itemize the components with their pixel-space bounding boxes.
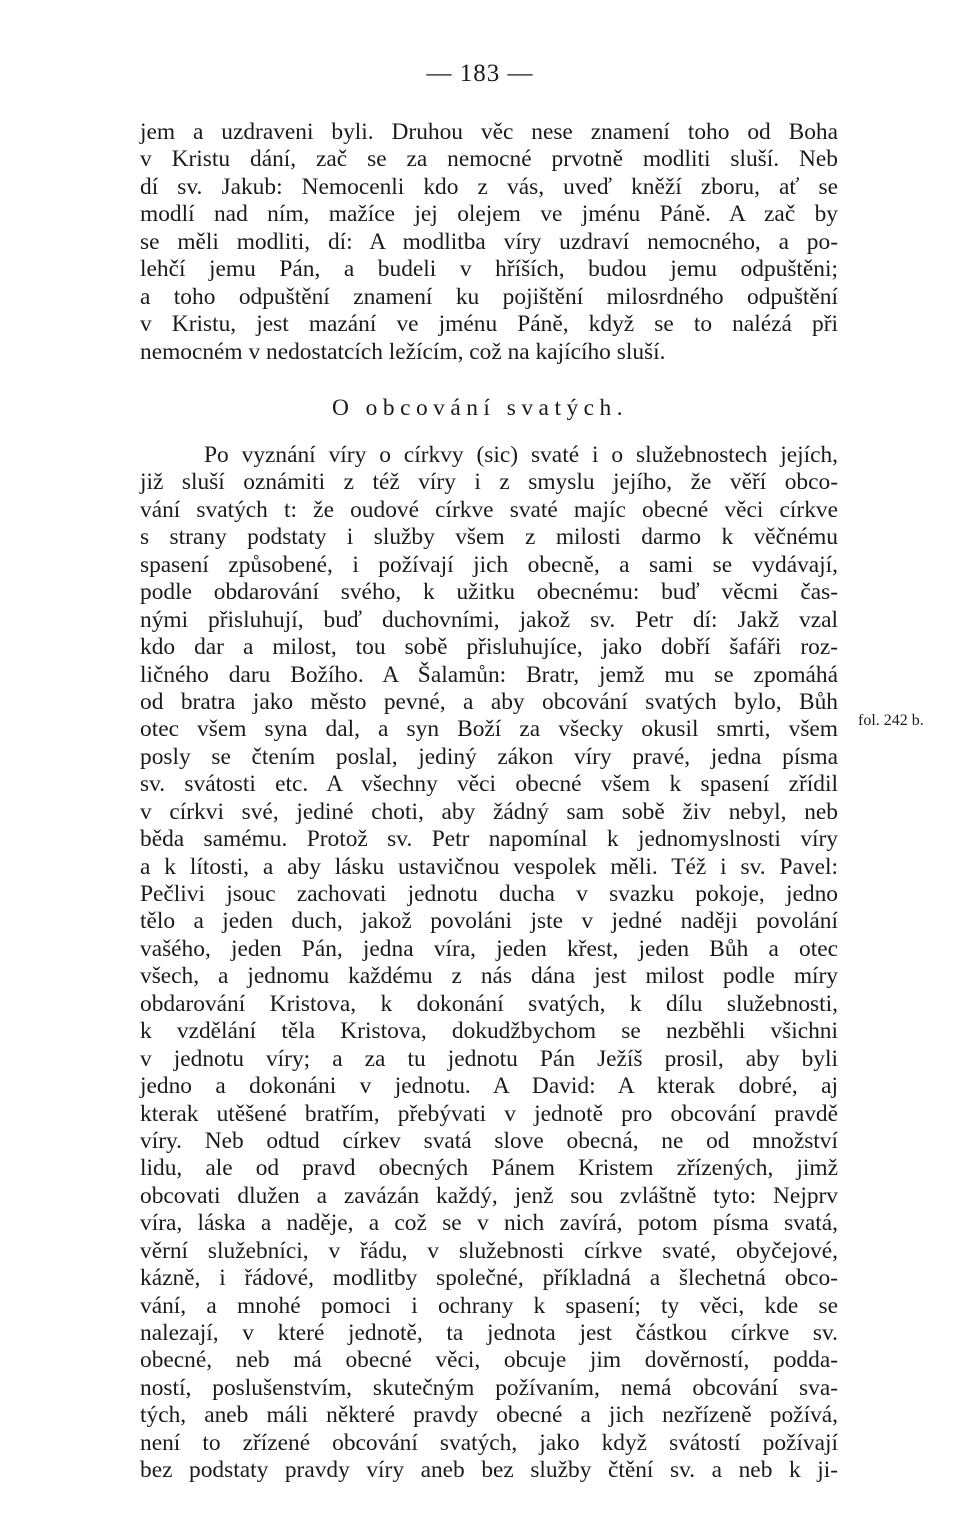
- text-line: modlí nad ním, mažíce jej olejem ve jménu Páně. A zač by: [140, 201, 838, 228]
- text-line: obcovati dlužen a zavázán každý, jenž sou zvláštně tyto: Nejprv: [140, 1182, 838, 1209]
- text-line: k vzdělání těla Kristova, dokudžbychom se nezběhli všichni: [140, 1018, 838, 1045]
- text-line: vání svatých t: že oudové církve svaté majíc obecné věci církve: [140, 496, 838, 523]
- text-line: kázně, i řádové, modlitby společné, příkladná a šlechetná obco-: [140, 1265, 838, 1292]
- text-line: v jednotu víry; a za tu jednotu Pán Ježíš prosil, aby byli: [140, 1045, 838, 1072]
- page-number: — 183 —: [426, 60, 534, 87]
- text-line: vašého, jeden Pán, jedna víra, jeden křest, jeden Bůh a otec: [140, 935, 838, 962]
- text-line: všech, a jednomu každému z nás dána jest milost podle míry: [140, 963, 838, 990]
- text-line: podle obdarování svého, k užitku obecnému: buď věcmi čas-: [140, 579, 838, 606]
- section-heading: O obcování svatých.: [331, 395, 629, 421]
- text-line: tých, aneb máli některé pravdy obecné a jich nezřízeně požívá,: [140, 1402, 838, 1429]
- text-line: obdarování Kristova, k dokonání svatých, k dílu služebnosti,: [140, 990, 838, 1017]
- text-line: ností, poslušenstvím, skutečným požívaním, nemá obcování sva-: [140, 1374, 838, 1401]
- text-line: bez podstaty pravdy víry aneb bez služby čtění sv. a neb k ji-: [140, 1457, 838, 1484]
- text-line: otec všem syna dal, a syn Boží za všecky okusil smrti, všem: [140, 716, 838, 743]
- text-line: již sluší oznámiti z též víry i z smyslu jejího, že věří obco-: [140, 469, 838, 496]
- text-line: věrní služebníci, v řádu, v služebnosti církve svaté, obyčejové,: [140, 1237, 838, 1264]
- text-line: víra, láska a naděje, a což se v nich zavírá, potom písma svatá,: [140, 1210, 838, 1237]
- text-line: lidu, ale od pravd obecných Pánem Kristem zřízených, jimž: [140, 1155, 838, 1182]
- text-line: od bratra jako město pevné, a aby obcování svatých bylo, Bůh: [140, 688, 838, 715]
- text-line: tělo a jeden duch, jakož povoláni jste v jedné naději povolání: [140, 908, 838, 935]
- text-line: nemocném v nedostatcích ležícím, což na kajícího sluší.: [140, 338, 666, 365]
- text-line: kdo dar a milost, tou sobě přisluhujíce, jako dobří šafáři roz-: [140, 634, 838, 661]
- text-line: obecné, neb má obecné věci, obcuje jim dověrností, podda-: [140, 1347, 838, 1374]
- text-line: dí sv. Jakub: Nemocenli kdo z vás, uveď kněží zboru, ať se: [140, 173, 838, 200]
- text-line: Po vyznání víry o církvy (sic) svaté i o služebnostech jejích,: [204, 442, 838, 468]
- text-line: vání, a mnohé pomoci i ochrany k spasení; ty věci, kde se: [140, 1292, 838, 1319]
- text-line: jedno a dokonáni v jednotu. A David: A kterak dobré, aj: [140, 1073, 838, 1100]
- text-line: v Kristu, jest mazání ve jménu Páně, když se to nalézá při: [140, 311, 838, 338]
- paragraph-sacrament: [140, 119, 838, 366]
- text-line: kterak utěšené bratřím, přebývati v jednotě pro obcování pravdě: [140, 1100, 838, 1127]
- text-line: ličného daru Božího. A Šalamůn: Bratr, jemž mu se zpomáhá: [140, 661, 838, 688]
- text-line: se měli modliti, dí: A modlitba víry uzdraví nemocného, a po-: [140, 228, 838, 255]
- paragraph-communion-of-saints: [140, 442, 838, 1485]
- text-line: v Kristu dání, zač se za nemocné prvotně modliti sluší. Neb: [140, 146, 838, 173]
- text-line: s strany podstaty i služby všem z milosti darmo k věčnému: [140, 524, 838, 551]
- text-line: běda samému. Protož sv. Petr napomínal k jednomyslnosti víry: [140, 826, 838, 853]
- text-line: a toho odpuštění znamení ku pojištění milosrdného odpuštění: [140, 283, 838, 310]
- text-line: nalezají, v které jednotě, ta jednota jest částkou církve sv.: [140, 1320, 838, 1346]
- text-line: nými přisluhují, buď duchovními, jakož sv. Petr dí: Jakž vzal: [140, 606, 838, 633]
- text-line: sv. svátosti etc. A všechny věci obecné všem k spasení zřídil: [140, 771, 838, 798]
- text-line: víry. Neb odtud církev svatá slove obecná, ne od množství: [140, 1127, 838, 1154]
- folio-margin-note: fol. 242 b.: [858, 712, 924, 729]
- text-line: Pečlivi jsouc zachovati jednotu ducha v svazku pokoje, jedno: [140, 881, 838, 907]
- text-line: v církvi své, jediné choti, aby žádný sam sobě živ nebyl, neb: [140, 798, 838, 825]
- text-line: posly se čtením poslal, jediný zákon víry pravé, jedna písma: [140, 743, 838, 770]
- text-line: spasení způsobené, i požívají jich obecně, a sami se vydávají,: [140, 551, 838, 578]
- text-line: lehčí jemu Pán, a budeli v hříších, budou jemu odpuštěni;: [140, 256, 838, 283]
- text-line: jem a uzdraveni byli. Druhou věc nese znamení toho od Boha: [140, 119, 838, 145]
- text-line: není to zřízené obcování svatých, jako když svátostí požívají: [140, 1429, 838, 1456]
- text-line: a k lítosti, a aby lásku ustavičnou vespolek měli. Též i sv. Pavel:: [140, 853, 838, 880]
